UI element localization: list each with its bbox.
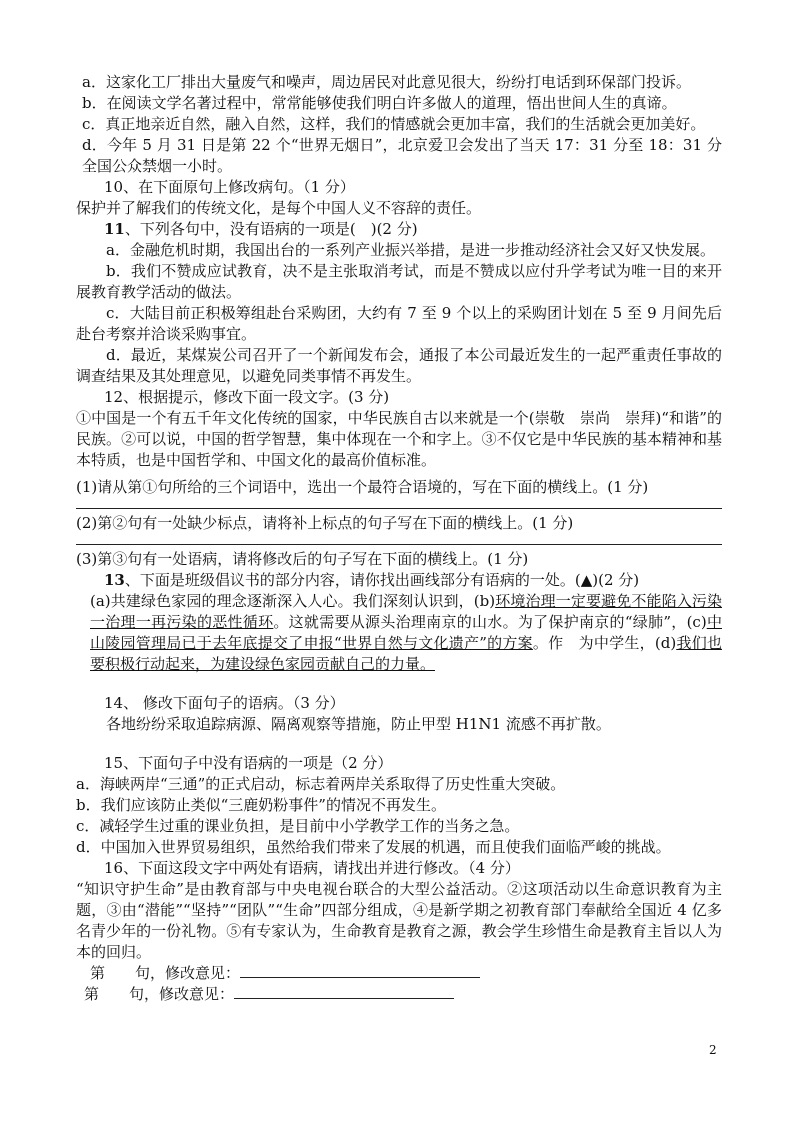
q15-option-a: a．海峡两岸“三通”的正式启动，标志着两岸关系取得了历史性重大突破。 [76, 775, 566, 793]
q13-underline-c: 中山陵园管理局已于去年底提交了申报“世界自然与文化遗产”的方案 [90, 613, 722, 652]
q15-option-b: b．我们应该防止类似“三鹿奶粉事件”的情况不再发生。 [76, 796, 446, 814]
question-13 [76, 570, 722, 591]
document-body [76, 72, 722, 1005]
question-12: 12、根据提示，修改下面一段文字。(3 分) [104, 388, 390, 406]
q15-option-c: c．减轻学生过重的课业负担，是目前中小学教学工作的当务之急。 [76, 817, 520, 835]
answer-blank[interactable] [234, 984, 454, 999]
q11-option-b: b．我们不赞成应试教育，决不是主张取消考试，而是不赞成以应付升学考试为唯一目的来开展教育教学活动的做法。 [76, 262, 722, 301]
answer-line[interactable] [76, 534, 722, 545]
question-15: 15、下面句子中没有语病的一项是（2 分） [104, 754, 393, 772]
q16-answer-1-label: 第 句，修改意见： [90, 964, 241, 982]
q13-underline-d: 我们也要积极行动起来，为建设绿色家园贡献自己的力量。 [90, 634, 722, 673]
option-c: c．真正地亲近自然，融入自然，这样，我们的情感就会更加丰富，我们的生活就会更加美好。 [82, 115, 706, 133]
q11-prompt: 、下列各句中，没有语病的一项是( )(2 分) [124, 220, 418, 238]
q16-answer-2 [76, 984, 722, 1005]
question-14-text: 各地纷纷采取追踪病源、隔离观察等措施，防止甲型 H1N1 流感不再扩散。 [106, 715, 611, 733]
question-12-text: ①中国是一个有五千年文化传统的国家，中华民族自古以来就是一个(崇敬 崇尚 崇拜)“和谐”的民族。②可以说，中国的哲学智慧，集中体现在一个和字上。③不仅它是中华民族的基本精神和基本特质，也是中国哲学和、中国文化的最高价值标准。 [76, 409, 722, 469]
question-13-text [76, 591, 722, 675]
q11-option-c: c．大陆目前正积极筹组赴台采购团，大约有 7 至 9 个以上的采购团计划在 5 至 9 月间先后赴台考察并洽谈采购事宜。 [76, 304, 722, 343]
option-a: a．这家化工厂排出大量废气和噪声，周边居民对此意见很大，纷纷打电话到环保部门投诉。 [82, 73, 691, 91]
q13-prompt: 、下面是班级倡议书的部分内容，请你找出画线部分有语病的一处。(▲)(2 分) [124, 571, 640, 589]
question-10-text: 保护并了解我们的传统文化，是每个中国人义不容辞的责任。 [76, 199, 482, 217]
q13-underline-b: 环境治理一定要避免不能陷入污染一治理一再污染的恶性循环 [90, 592, 722, 631]
q12-sub-3: (3)第③句有一处语病，请将修改后的句子写在下面的横线上。(1 分) [76, 550, 529, 568]
question-11 [76, 219, 722, 240]
answer-blank[interactable] [240, 963, 480, 978]
q15-option-d: d．中国加入世界贸易组织，虽然给我们带来了发展的机遇，而且使我们面临严峻的挑战。 [76, 838, 671, 856]
q13-segment: 。作 为中学生，(d) [532, 634, 677, 652]
option-d: d．今年 5 月 31 日是第 22 个“世界无烟日”，北京爱卫会发出了当天 17：31 分至 18：31 分全国公众禁烟一小时。 [82, 136, 722, 175]
question-10: 10、在下面原句上修改病句。（1 分） [104, 178, 355, 196]
question-16-text: “知识守护生命”是由教育部与中央电视台联合的大型公益活动。②这项活动以生命意识教育为主题，③由“潜能”“坚持”“团队”“生命”四部分组成，④是新学期之初教育部门奉献给全国近 4 亿多名青少年的一份礼物。⑤有专家认为，生命教育是教育之源，教会学生珍惜生命是教育主旨以人为本的回归。 [76, 880, 722, 961]
q13-number: 13 [104, 571, 125, 589]
option-b: b．在阅读文学名著过程中，常常能够使我们明白许多做人的道理，悟出世间人生的真谛。 [82, 94, 677, 112]
q12-sub-2: (2)第②句有一处缺少标点，请将补上标点的句子写在下面的横线上。(1 分) [76, 514, 574, 532]
question-14: 14、 修改下面句子的语病。（3 分） [104, 694, 345, 712]
q16-answer-2-label: 第 句，修改意见： [84, 985, 235, 1003]
q16-answer-1 [76, 963, 722, 984]
question-16: 16、下面这段文字中两处有语病，请找出并进行修改。（4 分） [104, 859, 520, 877]
q11-number: 11 [104, 220, 125, 238]
q13-segment-a: (a)共建绿色家园的理念逐渐深入人心。我们深刻认识到，(b) [90, 592, 496, 610]
answer-line[interactable] [76, 498, 722, 509]
q11-option-d: d．最近，某煤炭公司召开了一个新闻发布会，通报了本公司最近发生的一起严重责任事故的调查结果及其处理意见，以避免同类事情不再发生。 [76, 346, 722, 385]
q11-option-a: a．金融危机时期，我国出台的一系列产业振兴举措，是进一步推动经济社会又好又快发展。 [106, 241, 715, 259]
q12-sub-1: (1)请从第①句所给的三个词语中，选出一个最符合语境的，写在下面的横线上。(1 分) [76, 478, 649, 496]
q13-segment: 。这就需要从源头治理南京的山水。为了保护南京的“绿肺”，(c) [273, 613, 707, 631]
page-number: 2 [709, 1043, 717, 1057]
